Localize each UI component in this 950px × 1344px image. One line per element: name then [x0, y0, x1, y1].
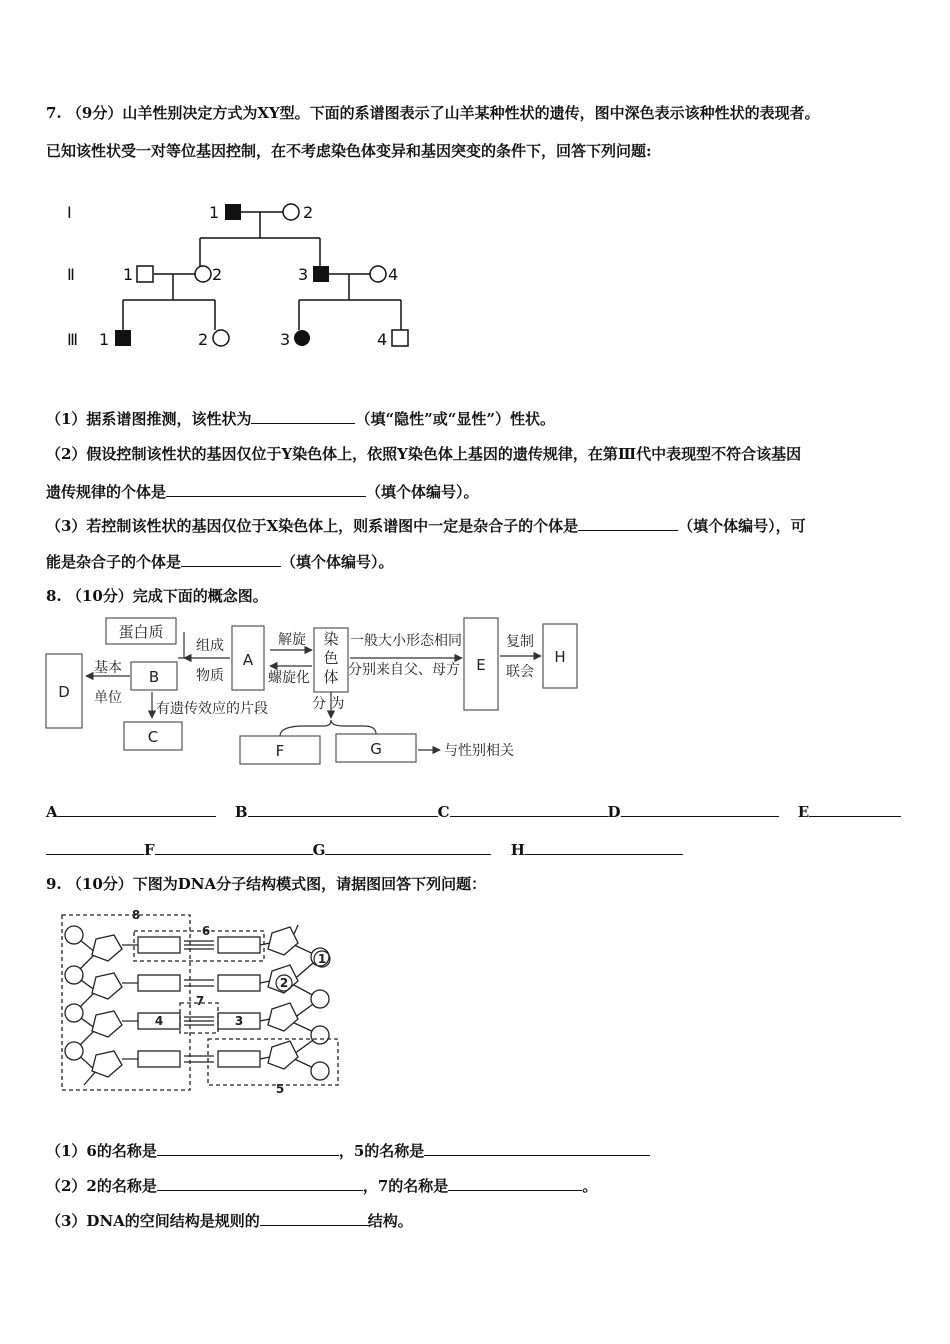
dna-label-5: 5 [275, 1082, 285, 1095]
dna-label-6: 6 [201, 924, 211, 938]
answer-blank[interactable] [157, 1141, 339, 1156]
answer-blank[interactable] [251, 409, 355, 424]
from-parents-label: 分别来自父、母方 [348, 662, 460, 678]
answer-label-c: C [437, 803, 450, 821]
answer-label-a: A [46, 803, 58, 821]
gen1-ind1-affected-male [225, 204, 241, 220]
generation-label: Ⅱ [67, 265, 75, 284]
q9-sub2-text-a: （2）2的名称是 [46, 1177, 157, 1195]
generation-label: Ⅲ [67, 330, 79, 349]
pedigree-chart [55, 192, 425, 362]
individual-number: 1 [123, 265, 134, 284]
gen3-ind3-affected-female [294, 330, 310, 346]
compose-label: 组成 [196, 638, 224, 654]
box-h-label: H [554, 648, 566, 666]
box-c-label: C [147, 728, 159, 746]
answer-blank[interactable] [424, 1141, 650, 1156]
gen3-ind2-normal-female [213, 330, 229, 346]
box-a-label: A [242, 651, 254, 669]
individual-number: 4 [388, 265, 399, 284]
answer-blank[interactable] [181, 552, 281, 567]
chromosome-char-3: 体 [323, 668, 339, 686]
dna-structure-diagram [58, 905, 348, 1095]
q7-sub1-text-a: （1）据系谱图推测，该性状为 [46, 410, 252, 428]
compose-label: 物质 [196, 668, 224, 684]
q7-sub3-line1 [46, 515, 806, 536]
answer-blank[interactable] [166, 482, 366, 497]
q7-sub2-text-b: 遗传规律的个体是 [46, 483, 167, 501]
divide-label: 分 为 [312, 696, 345, 712]
q7-sub3-text-b: （填个体编号），可 [678, 517, 806, 535]
individual-number: 2 [303, 203, 314, 222]
q7-sub2-text-c: （填个体编号）。 [366, 483, 479, 501]
answer-blank[interactable] [448, 1176, 582, 1191]
dna-label-3: 3 [234, 1014, 244, 1028]
chromosome-char-1: 染 [323, 630, 339, 648]
answer-blank[interactable] [155, 840, 313, 855]
box-d-label: D [58, 683, 70, 701]
q9-sub3-text-b: 结构。 [367, 1212, 413, 1230]
q7-sub1 [46, 408, 555, 429]
individual-number: 2 [212, 265, 223, 284]
q9-sub1 [46, 1140, 650, 1161]
answer-label-d: D [607, 803, 621, 821]
box-g-label: G [370, 740, 382, 758]
basic-unit-label: 单位 [94, 690, 122, 706]
individual-number: 3 [280, 330, 291, 349]
copy-label: 复制 [506, 634, 534, 650]
q7-sub2-line2 [46, 481, 479, 502]
q9-sub3-text-a: （3）DNA的空间结构是规则的 [46, 1212, 260, 1230]
answer-label-f: F [144, 841, 155, 859]
q7-sub2-line1: （2）假设控制该性状的基因仅位于Y染色体上，依照Y染色体上基因的遗传规律，在第Ⅲ代中表现型不符合该基因 [46, 445, 802, 463]
individual-number: 1 [209, 203, 220, 222]
concept-map [44, 612, 584, 772]
q7-sub3-text-a: （3）若控制该性状的基因仅位于X染色体上，则系谱图中一定是杂合子的个体是 [46, 517, 579, 535]
answer-label-e: E [797, 803, 810, 821]
basic-unit-label: 基本 [94, 660, 122, 676]
gen3-ind1-affected-male [115, 330, 131, 346]
answer-blank[interactable] [809, 802, 901, 817]
q7-sub3-text-d: （填个体编号）。 [281, 553, 394, 571]
answer-blank[interactable] [578, 516, 678, 531]
gen2-ind1-normal-male [137, 266, 153, 282]
box-b-label: B [148, 668, 160, 686]
dna-label-2: 2 [279, 976, 289, 990]
q7-intro-line2: 已知该性状受一对等位基因控制，在不考虑染色体变异和基因突变的条件下，回答下列问题: [46, 142, 652, 160]
gen2-ind3-affected-male [313, 266, 329, 282]
q9-sub2-text-b: ，7的名称是 [362, 1177, 449, 1195]
q7-sub1-text-b: （填“隐性”或“显性”）性状。 [355, 410, 555, 428]
dna-label-4: 4 [154, 1014, 164, 1028]
answer-blank[interactable] [46, 840, 144, 855]
q9-sub2-text-c: 。 [582, 1177, 598, 1195]
gen2-ind2-normal-female [195, 266, 211, 282]
individual-number: 4 [377, 330, 388, 349]
q8-answers-row1 [46, 802, 901, 821]
individual-number: 2 [198, 330, 209, 349]
unwind-label: 解旋 [278, 632, 306, 648]
q9-sub3 [46, 1210, 413, 1231]
answer-label-b: B [234, 803, 248, 821]
same-shape-label: 一般大小形态相同 [350, 633, 462, 649]
q9-sub1-text-a: （1）6的名称是 [46, 1142, 157, 1160]
box-f-label: F [275, 742, 285, 760]
chromosome-char-2: 色 [323, 649, 339, 667]
dna-label-1: 1 [317, 952, 327, 966]
box-e-label: E [476, 656, 486, 674]
answer-blank[interactable] [450, 802, 608, 817]
answer-blank[interactable] [248, 802, 438, 817]
q7-sub3-text-c: 能是杂合子的个体是 [46, 553, 182, 571]
gen3-ind4-normal-male [392, 330, 408, 346]
generation-label: Ⅰ [67, 203, 72, 222]
link-label: 联会 [506, 664, 534, 680]
gen1-ind2-normal-female [283, 204, 299, 220]
q9-sub1-text-b: ，5的名称是 [338, 1142, 425, 1160]
gene-segment-label: 有遗传效应的片段 [156, 701, 268, 717]
answer-blank[interactable] [621, 802, 779, 817]
answer-blank[interactable] [325, 840, 491, 855]
dna-label-8: 8 [131, 908, 141, 922]
q9-sub2 [46, 1175, 597, 1196]
q7-intro-line1: 7. （9分）山羊性别决定方式为XY型。下面的系谱图表示了山羊某种性状的遗传，图中深色表示该种性状的表现者。 [46, 104, 820, 122]
sex-related-label: 与性别相关 [444, 743, 514, 759]
spiral-label: 螺旋化 [268, 670, 310, 686]
answer-blank[interactable] [260, 1211, 368, 1226]
q8-answers-row2 [46, 840, 683, 859]
q7-sub3-line2 [46, 551, 394, 572]
q8-intro: 8. （10分）完成下面的概念图。 [46, 587, 268, 605]
dna-label-7: 7 [195, 994, 205, 1008]
protein-label: 蛋白质 [118, 623, 164, 641]
answer-blank[interactable] [58, 802, 216, 817]
answer-blank[interactable] [525, 840, 683, 855]
q9-intro: 9. （10分）下图为DNA分子结构模式图，请据图回答下列问题： [46, 875, 487, 893]
answer-label-g: G [312, 841, 326, 859]
gen2-ind4-normal-female [370, 266, 386, 282]
individual-number: 3 [298, 265, 309, 284]
answer-label-h: H [510, 841, 525, 859]
answer-blank[interactable] [157, 1176, 363, 1191]
individual-number: 1 [99, 330, 110, 349]
